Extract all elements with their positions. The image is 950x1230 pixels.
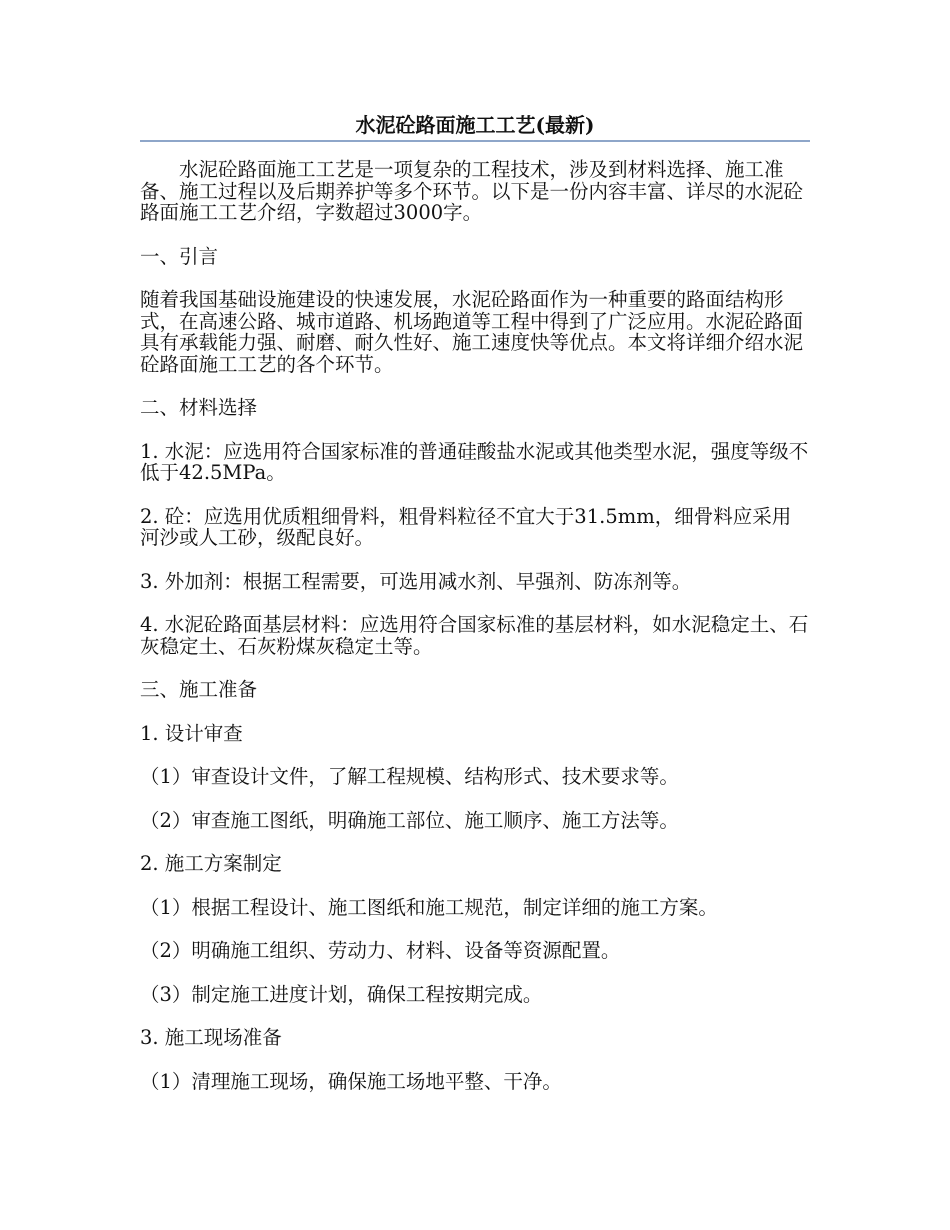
materials-item-base: 4. 水泥砼路面基层材料：应选用符合国家标准的基层材料，如水泥稳定土、石灰稳定土、石灰粉煤灰稳定土等。	[140, 613, 809, 658]
list-item: （2）审查施工图纸，明确施工部位、施工顺序、施工方法等。	[140, 808, 679, 832]
materials-item-concrete: 2. 砼：应选用优质粗细骨料，粗骨料粒径不宜大于31.5mm，细骨料应采用河沙或人工砂，级配良好。	[140, 504, 792, 549]
subheading-design-review: 1. 设计审查	[140, 721, 243, 745]
materials-item-admixture: 3. 外加剂：根据工程需要，可选用减水剂、早强剂、防冻剂等。	[140, 569, 692, 593]
section-heading-materials: 二、材料选择	[140, 396, 258, 419]
materials-item-cement: 1. 水泥：应选用符合国家标准的普通硅酸盐水泥或其他类型水泥，强度等级不低于42.5MPa。	[140, 439, 809, 484]
document-body	[140, 159, 810, 1092]
list-item: （1）清理施工现场，确保施工场地平整、干净。	[140, 1069, 562, 1093]
list-item: （1）根据工程设计、施工图纸和施工规范，制定详细的施工方案。	[140, 895, 718, 919]
title-underline	[140, 140, 810, 142]
subheading-construction-plan: 2. 施工方案制定	[140, 852, 282, 875]
introduction-paragraph: 随着我国基础设施建设的快速发展，水泥砼路面作为一种重要的路面结构形式，在高速公路、城市道路、机场跑道等工程中得到了广泛应用。水泥砼路面具有承载能力强、耐磨、耐久性好、施工速度快等优点。本文将详细介绍水泥砼路面施工工艺的各个环节。	[140, 288, 804, 376]
list-item: （1）审查设计文件，了解工程规模、结构形式、技术要求等。	[140, 765, 679, 788]
section-heading-introduction: 一、引言	[140, 244, 219, 268]
list-item: （3）制定施工进度计划，确保工程按期完成。	[140, 982, 543, 1006]
document-title: 水泥砼路面施工工艺(最新)	[355, 113, 595, 137]
list-item: （2）明确施工组织、劳动力、材料、设备等资源配置。	[140, 939, 621, 962]
intro-paragraph: 水泥砼路面施工工艺是一项复杂的工程技术，涉及到材料选择、施工准备、施工过程以及后期养护等多个环节。以下是一份内容丰富、详尽的水泥砼路面施工工艺介绍，字数超过3000字。	[140, 158, 804, 224]
section-heading-preparation: 三、施工准备	[140, 678, 258, 701]
subheading-site-preparation: 3. 施工现场准备	[140, 1026, 282, 1049]
